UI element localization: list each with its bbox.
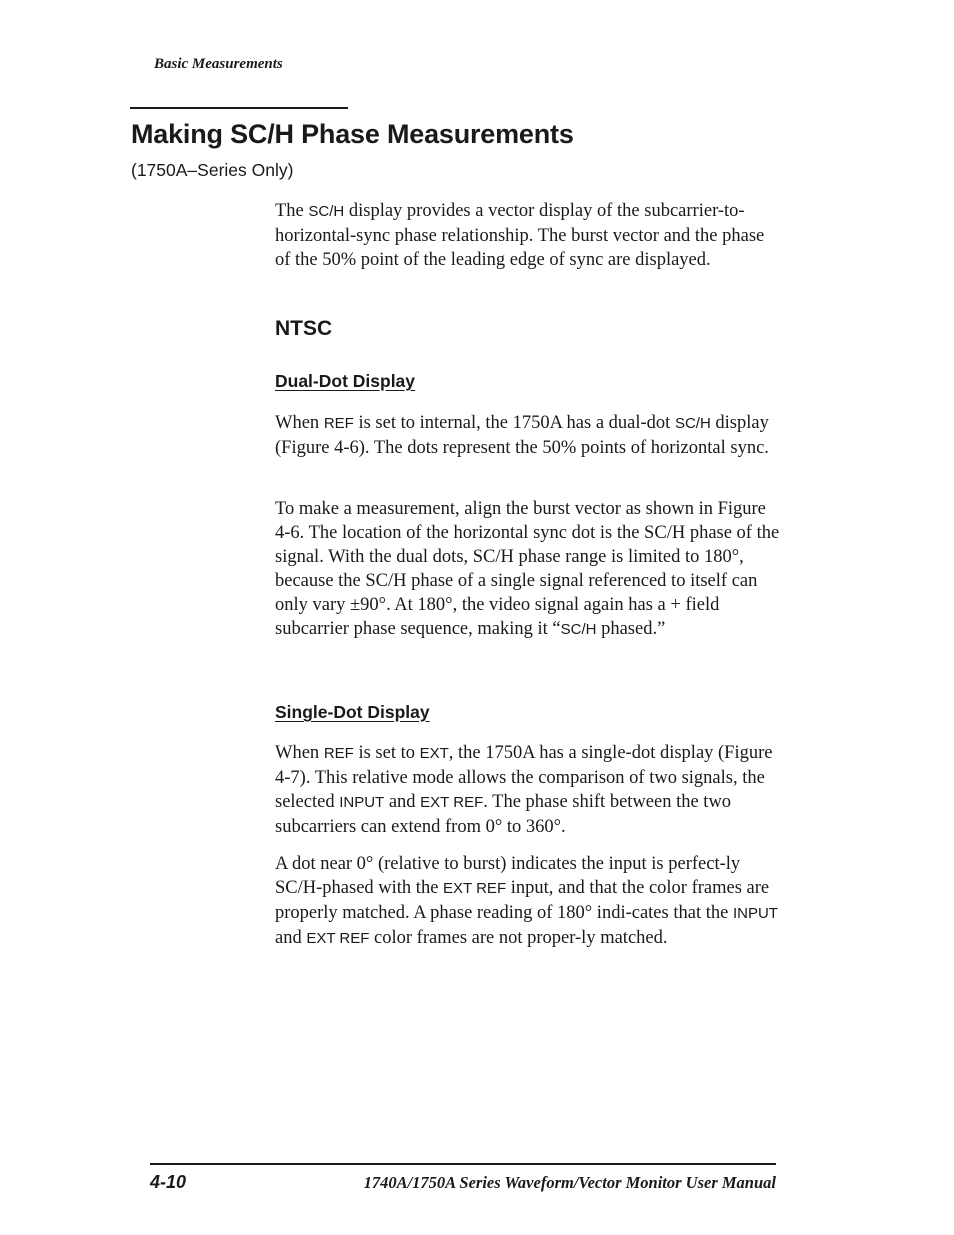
keyword-input: INPUT xyxy=(732,905,778,922)
keyword-ext: EXT xyxy=(419,745,449,762)
keyword-sch: SC/H xyxy=(308,203,345,220)
manual-title: 1740A/1750A Series Waveform/Vector Monitor User Manual xyxy=(363,1173,776,1192)
page-number: 4-10 xyxy=(150,1172,187,1192)
subsection-heading-single-dot: Single-Dot Display xyxy=(275,702,430,722)
single-dot-paragraph-2: A dot near 0° (relative to burst) indicates the input is perfect-ly SC/H-phased with the EXT REF input, and that the color frames are properly matched. A phase reading of 180° indi-cates that the INPUT and EXT REF color frames are not proper-ly matched. xyxy=(275,854,778,948)
intro-paragraph: The SC/H display provides a vector display of the subcarrier-to-horizontal-sync phase relationship. The burst vector and the phase of the 50% point of the leading edge of sync are displayed. xyxy=(275,201,765,270)
keyword-ref: REF xyxy=(323,745,354,762)
section-heading-ntsc: NTSC xyxy=(275,317,333,340)
dual-dot-paragraph-1: When REF is set to internal, the 1750A has a dual-dot SC/H display (Figure 4-6). The dots represent the 50% points of horizontal sync. xyxy=(275,413,769,458)
running-head: Basic Measurements xyxy=(154,56,283,72)
keyword-sch: SC/H xyxy=(674,415,711,432)
single-dot-paragraph-1: When REF is set to EXT, the 1750A has a single-dot display (Figure 4-7). This relative mode allows the comparison of two signals, the selected INPUT and EXT REF. The phase shift between the two subcarriers can extend from 0° to 360°. xyxy=(275,743,773,837)
subsection-heading-dual-dot: Dual-Dot Display xyxy=(275,371,416,391)
header-rule xyxy=(130,107,348,109)
keyword-input: INPUT xyxy=(339,794,385,811)
page-title: Making SC/H Phase Measurements xyxy=(131,119,574,149)
keyword-sch: SC/H xyxy=(560,621,597,638)
keyword-ext-ref: EXT REF xyxy=(306,930,370,947)
keyword-ref: REF xyxy=(323,415,354,432)
footer-rule xyxy=(150,1163,776,1165)
dual-dot-paragraph-2: To make a measurement, align the burst vector as shown in Figure 4-6. The location of the horizontal sync dot is the SC/H phase of the signal. With the dual dots, SC/H phase range is limited to 180°, because the SC/H phase of a single signal referenced to itself can only vary ±90°. At 180°, the video signal again has a + field subcarrier phase sequence, making it “SC/H phased.” xyxy=(275,499,780,639)
page-subtitle: (1750A–Series Only) xyxy=(131,160,294,180)
keyword-ext-ref: EXT REF xyxy=(420,794,484,811)
keyword-ext-ref: EXT REF xyxy=(443,880,507,897)
